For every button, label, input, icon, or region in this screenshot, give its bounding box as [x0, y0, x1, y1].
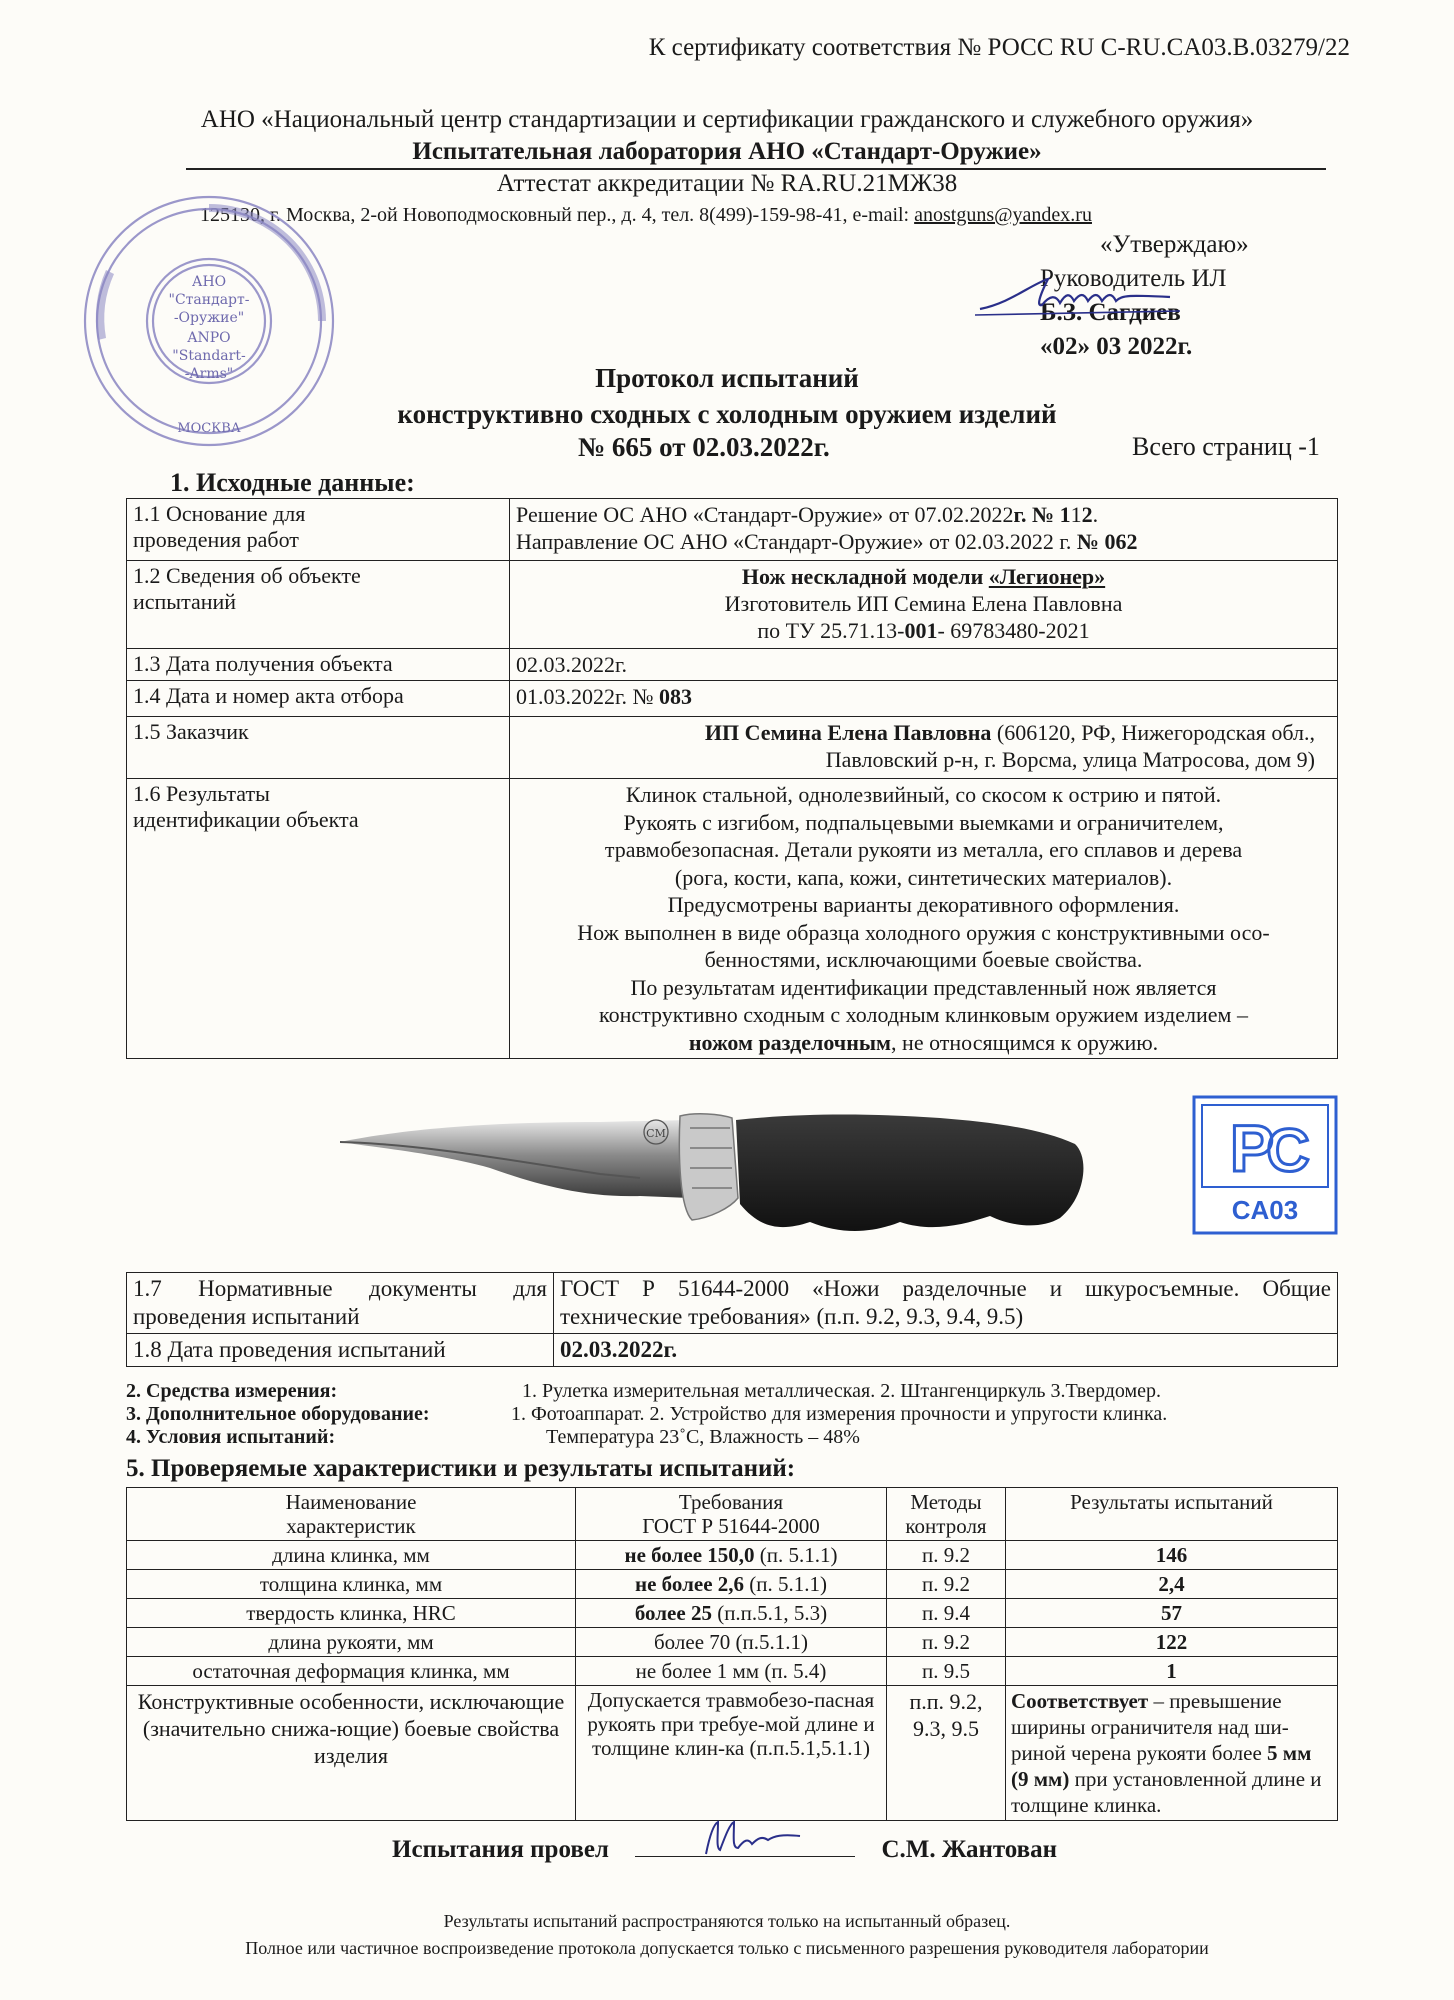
cell-result: 146: [1006, 1541, 1338, 1570]
result-line-final: ножом разделочным, не относящимся к оружию.: [688, 1029, 1159, 1055]
table-row: [127, 1334, 1338, 1367]
row-value: 02.03.2022г.: [554, 1334, 1338, 1367]
header-characteristic: Наименование характеристик: [127, 1488, 576, 1541]
cell-method: п. 9.2: [887, 1541, 1006, 1570]
page-count: Всего страниц -1: [1132, 432, 1320, 461]
approver-role: Руководитель ИЛ: [1040, 265, 1227, 292]
knife-photo-icon: [340, 1108, 1090, 1268]
footer-note: [0, 1908, 1454, 1962]
stamp-line-5: "Standart-: [172, 348, 246, 364]
table-row: [127, 561, 1338, 649]
cell-requirement: Допускается травмобезо-пасная рукоять при требуе-мой длине и толщине клин-ка (п.п.5.1,5.1.1): [576, 1686, 887, 1821]
row-key: 1.3 Дата получения объекта: [127, 649, 510, 681]
cell-result: 2,4: [1006, 1570, 1338, 1599]
equipment-list: [126, 1380, 1346, 1449]
cell-method: п.п. 9.2, 9.3, 9.5: [887, 1686, 1006, 1821]
table-row: [127, 1628, 1338, 1657]
result-line: травмобезопасная. Детали рукояти из металла, его сплавов и дерева: [604, 837, 1243, 862]
cell-requirement: более 25 (п.п.5.1, 5.3): [576, 1599, 887, 1628]
section5-title: 5. Проверяемые характеристики и результаты испытаний:: [126, 1455, 796, 1482]
cell-name: длина клинка, мм: [127, 1541, 576, 1570]
result-line: Нож выполнен в виде образца холодного оружия с конструктивными осо-: [577, 919, 1270, 945]
cell-requirement: не более 2,6 (п. 5.1.1): [576, 1570, 887, 1599]
table-row: [127, 1599, 1338, 1628]
result-line: конструктивно сходным с холодным клинковым оружием изделием –: [599, 1002, 1248, 1027]
standards-table: [126, 1272, 1338, 1367]
row-key: 1.4 Дата и номер акта отбора: [127, 681, 510, 717]
protocol-title: [0, 360, 1454, 432]
cell-method: п. 9.4: [887, 1599, 1006, 1628]
row-value: [510, 499, 1338, 561]
basis-direction: Направление ОС АНО «Стандарт-Оружие» от 02.03.2022 г. № 062: [516, 529, 1138, 554]
header-requirement: Требования ГОСТ Р 51644-2000: [576, 1488, 887, 1541]
object-spec: по ТУ 25.71.13-001- 69783480-2021: [757, 618, 1090, 643]
result-line: Рукоять с изгибом, подпальцевыми выемками и ограничителем,: [623, 809, 1224, 835]
row-value: [510, 717, 1338, 779]
certificate-reference: К сертификату соответствия № РОСС RU С-RU.CA03.B.03279/22: [648, 34, 1350, 61]
title-line-1: Протокол испытаний: [595, 363, 859, 393]
header-result: Результаты испытаний: [1006, 1488, 1338, 1541]
table-row: [127, 779, 1338, 1059]
list-item: 2. Средства измерения: 1. Рулетка измерительная металлическая. 2. Штангенциркуль 3.Твердомер.: [126, 1380, 1162, 1402]
knife-maker-mark: CM: [646, 1127, 666, 1140]
section1-title: 1. Исходные данные:: [170, 468, 415, 497]
signoff-label: Испытания провел: [392, 1836, 609, 1863]
row-key: 1.1 Основание для проведения работ: [127, 499, 510, 561]
row-value: ГОСТ Р 51644-2000 «Ножи разделочные и шкуросъемные. Общие технические требования» (п.п. 9.2, 9.3, 9.4, 9.5): [554, 1273, 1338, 1334]
row-value: 02.03.2022г.: [510, 649, 1338, 681]
result-line: По результатам идентификации представленный нож является: [630, 974, 1217, 1000]
row-key: 1.2 Сведения об объекте испытаний: [127, 561, 510, 649]
result-line: Клинок стальной, однолезвийный, со скосом к острию и пятой.: [625, 782, 1222, 807]
cell-result: 57: [1006, 1599, 1338, 1628]
stamp-line-2: "Стандарт-: [168, 292, 250, 308]
address-text: 125130, г. Москва, 2-ой Новоподмосковный пер., д. 4, тел. 8(499)-159-98-41, e-mail:: [200, 204, 915, 226]
header-method: Методы контроля: [887, 1488, 1006, 1541]
stamp-line-4: ANPO: [187, 330, 231, 346]
list-item: 3. Дополнительное оборудование: 1. Фотоаппарат. 2. Устройство для измерения прочности и упругости клинка.: [126, 1403, 1168, 1425]
list-item: 4. Условия испытаний: Температура 23˚С, Влажность – 48%: [126, 1426, 860, 1448]
approve-label: «Утверждаю»: [1100, 231, 1249, 258]
cell-requirement: не более 1 мм (п. 5.4): [576, 1657, 887, 1686]
row-key: 1.5 Заказчик: [127, 717, 510, 779]
table-row: [127, 649, 1338, 681]
cell-method: п. 9.5: [887, 1657, 1006, 1686]
basis-decision: Решение ОС АНО «Стандарт-Оружие» от 07.02.2022г. № 112.: [516, 502, 1099, 527]
cell-name: Конструктивные особенности, исключающие (значительно снижа-ющие) боевые свойства изделия: [127, 1686, 576, 1821]
stamp-line-1: АНО: [191, 274, 227, 290]
row-value: [510, 779, 1338, 1059]
cell-requirement: более 70 (п.5.1.1): [576, 1628, 887, 1657]
table-row: [127, 1273, 1338, 1334]
row-key: 1.8 Дата проведения испытаний: [127, 1334, 554, 1367]
stamp-line-3: -Оружие": [173, 310, 245, 326]
svg-text:P: P: [1229, 1111, 1275, 1185]
footer-line-2: Полное или частичное воспроизведение протокола допускается только с письменного разрешения руководителя лаборатории: [245, 1938, 1209, 1958]
approver-name: Б.З. Сагдиев: [1040, 299, 1181, 326]
result-line: Предусмотрены варианты декоративного оформления.: [667, 892, 1180, 917]
table-row: [127, 499, 1338, 561]
cell-method: п. 9.2: [887, 1628, 1006, 1657]
protocol-number: № 665 от 02.03.2022г.: [578, 432, 830, 462]
tester-signature-icon: [700, 1814, 810, 1864]
stamp-line-6: -Arms": [184, 366, 234, 382]
cell-requirement: не более 150,0 (п. 5.1.1): [576, 1541, 887, 1570]
logo-code: CA03: [1231, 1195, 1299, 1225]
footer-line-1: Результаты испытаний распространяются только на испытанный образец.: [443, 1911, 1011, 1931]
cell-name: остаточная деформация клинка, мм: [127, 1657, 576, 1686]
org-name: АНО «Национальный центр стандартизации и сертификации гражданского и служебного оружия»: [200, 106, 1254, 133]
accreditation: Аттестат аккредитации № RA.RU.21МЖ38: [496, 170, 958, 197]
row-key: 1.6 Результаты идентификации объекта: [127, 779, 510, 1059]
cell-name: толщина клинка, мм: [127, 1570, 576, 1599]
cell-method: п. 9.2: [887, 1570, 1006, 1599]
cell-name: длина рукояти, мм: [127, 1628, 576, 1657]
cell-result: Соответствует – превышение ширины ограничителя над ши-риной черена рукояти более 5 мм (9 мм) при установленной длине и толщине клинка.: [1006, 1686, 1338, 1821]
object-maker: Изготовитель ИП Семина Елена Павловна: [724, 591, 1123, 616]
table-row: [127, 1657, 1338, 1686]
organization-header: [0, 104, 1454, 168]
results-table: [126, 1487, 1338, 1821]
table-row: [127, 717, 1338, 779]
table-row: [127, 1570, 1338, 1599]
signoff-name: С.М. Жантован: [881, 1836, 1058, 1863]
result-line: бенностями, исключающими боевые свойства.: [704, 947, 1143, 972]
customer-line-2: Павловский р-н, г. Ворсма, улица Матросова, дом 9): [825, 747, 1315, 772]
result-line: (рога, кости, капа, кожи, синтетических материалов).: [674, 864, 1173, 890]
row-value: [510, 561, 1338, 649]
title-line-2: конструктивно сходных с холодным оружием изделий: [397, 399, 1057, 429]
cell-result: 122: [1006, 1628, 1338, 1657]
approval-date: «02» 03 2022г.: [1040, 333, 1193, 360]
customer-line-1: ИП Семина Елена Павловна (606120, РФ, Нижегородская обл.,: [704, 720, 1315, 745]
rst-certification-logo-icon: [1192, 1095, 1338, 1235]
cell-name: твердость клинка, HRC: [127, 1599, 576, 1628]
director-signature-icon: [970, 265, 1190, 325]
stamp-city: МОСКВА: [177, 421, 241, 436]
table-row: [127, 681, 1338, 717]
table-header-row: [127, 1488, 1338, 1541]
svg-text:C: C: [1266, 1117, 1310, 1184]
row-key: 1.7 Нормативные документы для проведения испытаний: [127, 1273, 554, 1334]
object-model: Нож нескладной модели «Легионер»: [741, 564, 1106, 589]
email-link[interactable]: anostguns@yandex.ru: [914, 204, 1092, 226]
cell-result: 1: [1006, 1657, 1338, 1686]
table-row: [127, 1686, 1338, 1821]
row-value: 01.03.2022г. № 083: [510, 681, 1338, 717]
lab-name: Испытательная лаборатория АНО «Стандарт-Оружие»: [412, 138, 1042, 165]
table-row: [127, 1541, 1338, 1570]
initial-data-table: [126, 498, 1338, 1059]
